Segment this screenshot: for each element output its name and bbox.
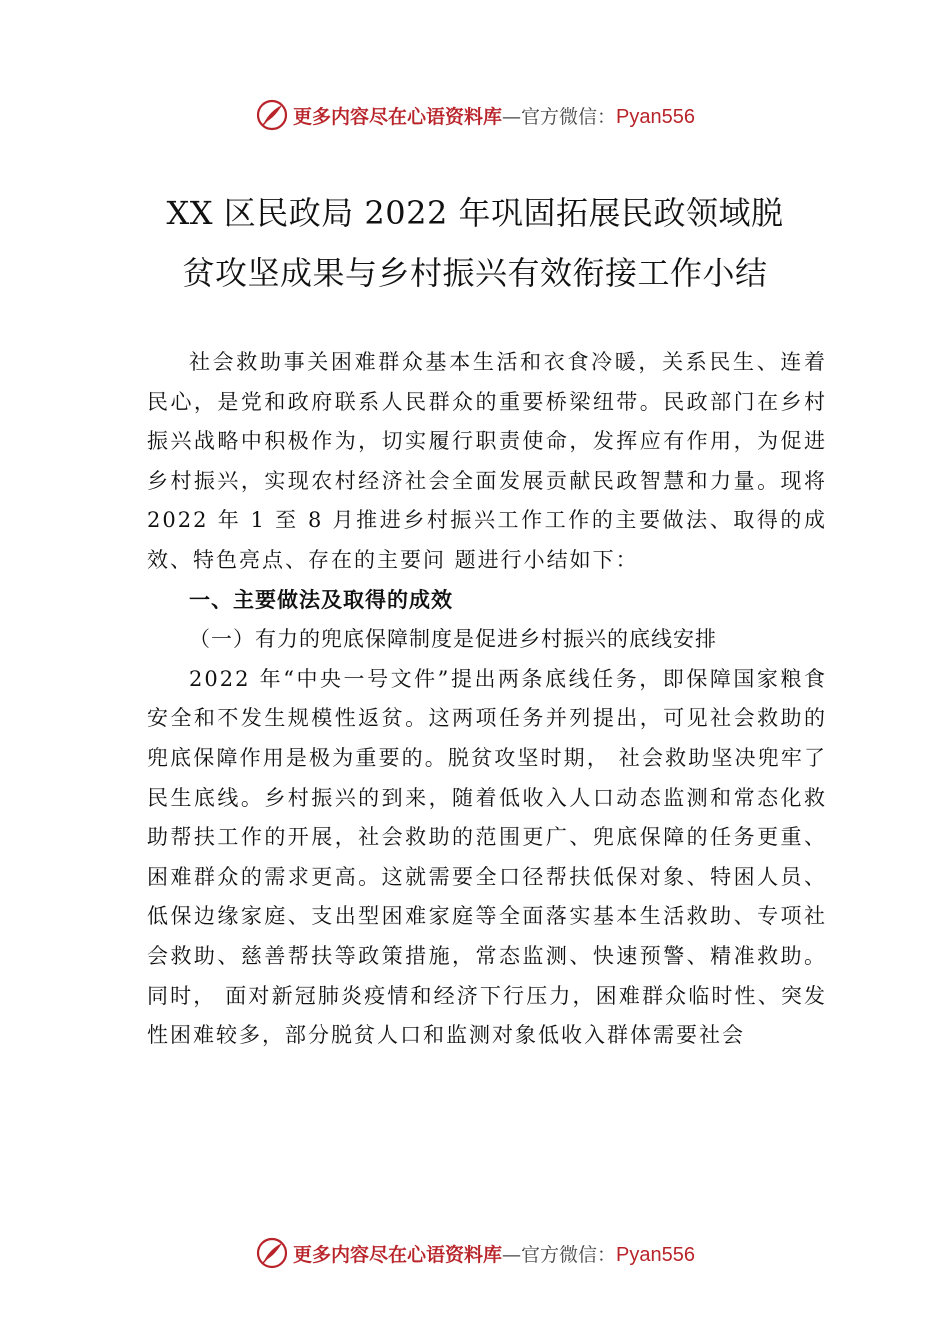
watermark-text bbox=[293, 1240, 695, 1267]
watermark-content bbox=[255, 98, 695, 132]
watermark-wechat-id: Pyan556 bbox=[616, 1243, 695, 1266]
title-line-1: XX 区民政局 2022 年巩固拓展民政领域脱 bbox=[166, 194, 784, 232]
bottom-watermark-banner bbox=[0, 1233, 950, 1273]
watermark-separator: — bbox=[502, 105, 522, 128]
watermark-wechat-label: 官方微信： bbox=[521, 105, 617, 128]
feather-quill-logo-icon bbox=[255, 1236, 289, 1270]
watermark-brand: 更多内容尽在心语资料库 bbox=[293, 105, 503, 128]
feather-quill-logo-icon bbox=[255, 98, 289, 132]
subsection-paragraph: 2022 年“中央一号文件”提出两条底线任务，即保障国家粮食安全和不发生规模性返贫。这两项任务并列提出，可见社会救助的兜底保障作用是极为重要的。脱贫攻坚时期， 社会救助坚决兜牢了民生底线。乡村振兴的到来，随着低收入人口动态监测和常态化救助帮扶工作的开展，社会救助的范围更广、兜底保障的任务更重、困难群众的需求更高。这就需要全口径帮扶低保对象、特困人员、低保边缘家庭、支出型困难家庭等全面落实基本生活救助、专项社会救助、慈善帮扶等政策措施，常态监测、快速预警、精准救助。同时， 面对新冠肺炎疫情和经济下行压力，困难群众临时性、突发性困难较多，部分脱贫人口和监测对象低收入群体需要社会 bbox=[147, 666, 827, 1048]
watermark-content bbox=[255, 1236, 695, 1270]
intro-paragraph: 社会救助事关困难群众基本生活和衣食冷暖，关系民生、连着民心，是党和政府联系人民群众的重要桥梁纽带。民政部门在乡村振兴战略中积极作为，切实履行职责使命，发挥应有作用，为促进乡村振兴，实现农村经济社会全面发展贡献民政智慧和力量。现将 2022 年 1 至 8 月推进乡村振兴工作工作的主要做法、取得的成效、特色亮点、存在的主要问 题进行小结如下： bbox=[147, 350, 827, 572]
watermark-brand: 更多内容尽在心语资料库 bbox=[293, 1243, 503, 1266]
subsection-heading: （一）有力的兜底保障制度是促进乡村振兴的底线安排 bbox=[189, 627, 717, 652]
watermark-text bbox=[293, 102, 695, 129]
title-line-2: 贫攻坚成果与乡村振兴有效衔接工作小结 bbox=[182, 254, 768, 292]
watermark-wechat-label: 官方微信： bbox=[521, 1243, 617, 1266]
document-body bbox=[147, 343, 827, 1056]
watermark-separator: — bbox=[502, 1243, 522, 1266]
top-watermark-banner bbox=[0, 95, 950, 135]
document-title bbox=[0, 183, 950, 303]
watermark-wechat-id: Pyan556 bbox=[616, 105, 695, 128]
section-heading: 一、主要做法及取得的成效 bbox=[189, 587, 453, 612]
